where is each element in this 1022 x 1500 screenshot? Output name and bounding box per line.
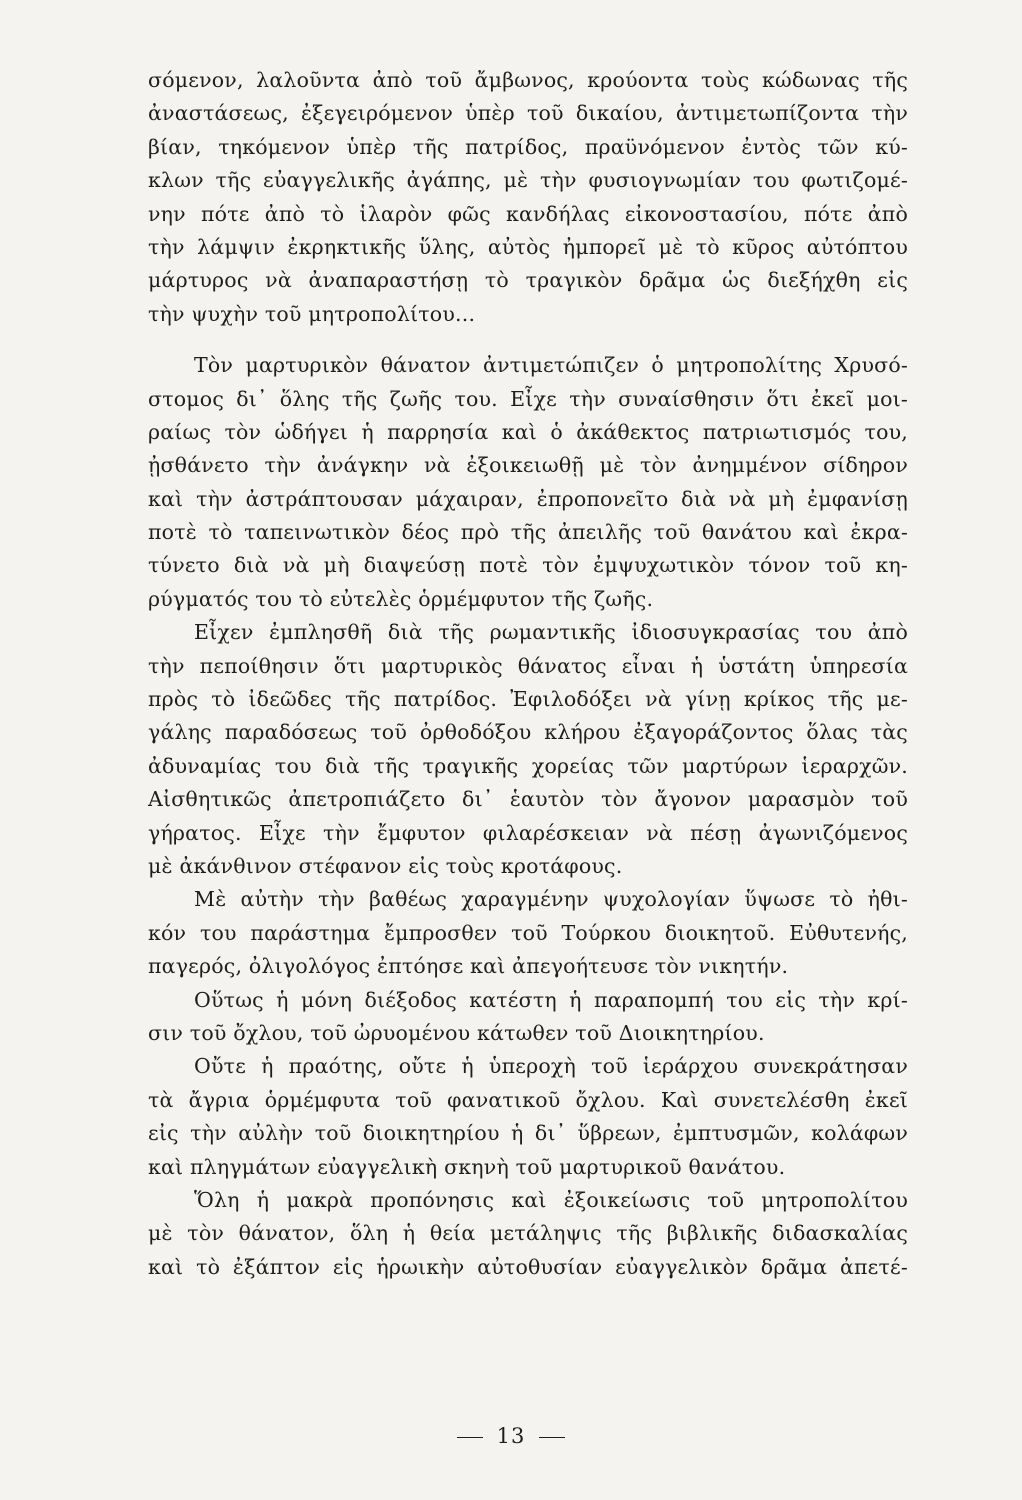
text-line: Οὕτως ἡ μόνη διέξοδος κατέστη ἡ παραπομπή του εἰς τὴν κρί- (194, 987, 908, 1012)
text-line: καὶ τὴν ἀστράπτουσαν μάχαιραν, ἐπροπονεῖτο διὰ νὰ μὴ ἐμφανίσῃ (148, 486, 908, 511)
right-dash (539, 1437, 565, 1438)
book-page-text (148, 64, 908, 1284)
text-line: ᾐσθάνετο τὴν ἀνάγκην νὰ ἐξοικειωθῇ μὲ τὸν ἀνημμένον σίδηρον (148, 453, 908, 478)
paragraph (148, 1050, 908, 1184)
text-line: τὴν ψυχὴν τοῦ μητροπολίτου... (148, 301, 476, 326)
text-line: τὰ ἄγρια ὁρμέμφυτα τοῦ φανατικοῦ ὄχλου. Καὶ συνετελέσθη ἐκεῖ (148, 1087, 908, 1112)
text-line: Ὅλη ἡ μακρὰ προπόνησις καὶ ἐξοικείωσις τοῦ μητροπολίτου (194, 1187, 908, 1212)
text-line: Μὲ αὐτὴν τὴν βαθέως χαραγμένην ψυχολογίαν ὕψωσε τὸ ἠθι- (194, 887, 908, 912)
text-line: καὶ πληγμάτων εὐαγγελικὴ σκηνὴ τοῦ μαρτυρικοῦ θανάτου. (148, 1154, 786, 1179)
text-line: Οὔτε ἡ πραότης, οὔτε ἡ ὑπεροχὴ τοῦ ἱεράρχου συνεκράτησαν (194, 1054, 908, 1079)
text-line: βίαν, τηκόμενον ὑπὲρ τῆς πατρίδος, πραϋνόμενον ἐντὸς τῶν κύ- (148, 134, 908, 159)
text-line: καὶ τὸ ἐξάπτον εἰς ἡρωικὴν αὐτοθυσίαν εὐαγγελικὸν δρᾶμα ἀπετέ- (148, 1254, 908, 1279)
text-line: ποτὲ τὸ ταπεινωτικὸν δέος πρὸ τῆς ἀπειλῆς τοῦ θανάτου καὶ ἐκρα- (148, 520, 908, 545)
text-line: γήρατος. Εἶχε τὴν ἔμφυτον φιλαρέσκειαν νὰ πέσῃ ἀγωνιζόμενος (148, 820, 908, 845)
text-line: ρύγματός του τὸ εὐτελὲς ὁρμέμφυτον τῆς ζωῆς. (148, 586, 654, 611)
text-line: κόν του παράστημα ἔμπροσθεν τοῦ Τούρκου διοικητοῦ. Εὐθυτενής, (148, 920, 908, 945)
text-line: ἀναστάσεως, ἐξεγειρόμενον ὑπὲρ τοῦ δικαίου, ἀντιμετωπίζοντα τὴν (148, 101, 908, 126)
text-line: σόμενον, λαλοῦντα ἀπὸ τοῦ ἄμβωνος, κρούοντα τοὺς κώδωνας τῆς (148, 68, 908, 92)
text-line: Αἰσθητικῶς ἀπετροπιάζετο δι᾿ ἑαυτὸν τὸν ἄγονον μαρασμὸν τοῦ (148, 787, 908, 812)
text-line: μάρτυρος νὰ ἀναπαραστήσῃ τὸ τραγικὸν δρᾶμα ὡς διεξήχθη εἰς (148, 268, 908, 293)
paragraph (148, 883, 908, 983)
text-line: πρὸς τὸ ἰδεῶδες τῆς πατρίδος. Ἐφιλοδόξει νὰ γίνῃ κρίκος τῆς με- (148, 687, 908, 712)
text-line: Εἶχεν ἐμπλησθῆ διὰ τῆς ρωμαντικῆς ἰδιοσυγκρασίας του ἀπὸ (194, 620, 908, 645)
text-line: τὴν πεποίθησιν ὅτι μαρτυρικὸς θάνατος εἶναι ἡ ὑστάτη ὑπηρεσία (148, 653, 908, 678)
text-line: τὴν λάμψιν ἐκρηκτικῆς ὕλης, αὐτὸς ἠμπορεῖ μὲ τὸ κῦρος αὐτόπτου (148, 234, 908, 259)
paragraph-continuation (148, 64, 908, 331)
text-line: ραίως τὸν ὡδήγει ἡ παρρησία καὶ ὁ ἀκάθεκτος πατριωτισμός του, (148, 419, 908, 444)
text-line: Τὸν μαρτυρικὸν θάνατον ἀντιμετώπιζεν ὁ μητροπολίτης Χρυσό- (194, 353, 908, 378)
paragraph (148, 1184, 908, 1284)
text-line: κλων τῆς εὐαγγελικῆς ἀγάπης, μὲ τὴν φυσιογνωμίαν του φωτιζομέ- (148, 168, 908, 193)
text-line: μὲ τὸν θάνατον, ὅλη ἡ θεία μετάληψις τῆς βιβλικῆς διδασκαλίας (148, 1221, 908, 1246)
text-line: παγερός, ὀλιγολόγος ἐπτόησε καὶ ἀπεγοήτευσε τὸν νικητήν. (148, 954, 789, 979)
text-line: ἀδυναμίας του διὰ τῆς τραγικῆς χορείας τῶν μαρτύρων ἱεραρχῶν. (148, 753, 908, 778)
text-line: γάλης παραδόσεως τοῦ ὀρθοδόξου κλήρου ἐξαγοράζοντος ὅλας τὰς (148, 720, 908, 745)
page-number: 13 (496, 1424, 526, 1448)
paragraph (148, 616, 908, 883)
paragraph (148, 349, 908, 616)
text-line: μὲ ἀκάνθινον στέφανον εἰς τοὺς κροτάφους. (148, 853, 623, 878)
paragraph (148, 984, 908, 1051)
text-line: νην πότε ἀπὸ τὸ ἱλαρὸν φῶς κανδήλας εἰκονοστασίου, πότε ἀπὸ (148, 201, 908, 226)
left-dash (457, 1437, 483, 1438)
text-line: τύνετο διὰ νὰ μὴ διαψεύσῃ ποτὲ τὸν ἐμψυχωτικὸν τόνον τοῦ κη- (148, 553, 908, 578)
text-line: εἰς τὴν αὐλὴν τοῦ διοικητηρίου ἡ δι᾿ ὕβρεων, ἐμπτυσμῶν, κολάφων (148, 1121, 908, 1146)
text-line: σιν τοῦ ὄχλου, τοῦ ὠρυομένου κάτωθεν τοῦ Διοικητηρίου. (148, 1020, 765, 1045)
text-line: στομος δι᾿ ὅλης τῆς ζωῆς του. Εἶχε τὴν συναίσθησιν ὅτι ἐκεῖ μοι- (148, 386, 908, 411)
page-footer (0, 1424, 1022, 1448)
